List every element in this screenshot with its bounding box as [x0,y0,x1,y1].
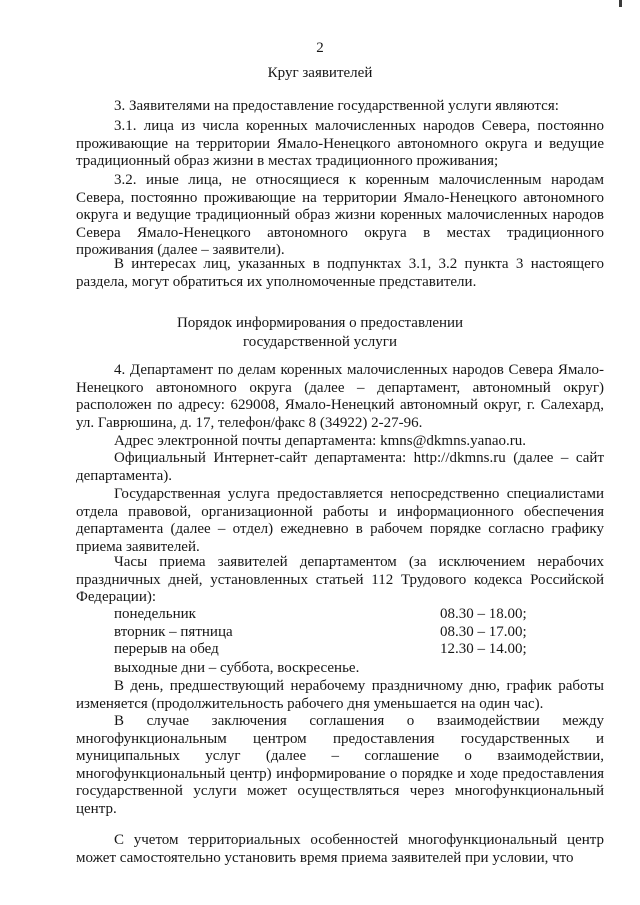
section-heading-applicants: Круг заявителей [267,65,373,81]
schedule-time: 08.30 – 18.00; [440,606,527,622]
paragraph-email: Адрес электронной почты департамента: kmns@dkmns.yanao.ru. [114,433,526,449]
section-heading-informing [0,314,640,352]
schedule-row [114,624,604,642]
schedule-day: перерыв на обед [114,641,219,657]
paragraph-3: 3. Заявителями на предоставление государственной услуги являются: [114,98,559,114]
schedule-row [114,641,604,659]
section-heading-informing-line2: государственной услуги [243,334,397,350]
paragraph-mfc-agreement: В случае заключения соглашения о взаимодействии между многофункциональным центром предоставления государственных и муниципальных услуг (далее – соглашение о взаимодействии, многофункциональный центр) информирование о порядке и ходе предоставления государственной услуги может осуществляться через многофункциональный центр. [76,713,604,817]
paragraph-pre-holiday: В день, предшествующий нерабочему праздничному дню, график работы изменяется (продолжительность рабочего дня уменьшается на один час). [76,678,604,712]
schedule-row [114,606,604,624]
schedule-weekend: выходные дни – суббота, воскресенье. [114,660,360,676]
paragraph-3-2: 3.2. иные лица, не относящиеся к коренным малочисленным народам Севера, постоянно проживающие на территории Ямало-Ненецкого автономного округа и ведущие традиционный образ жизни коренных малочисленных народов Севера Ямало-Ненецкого автономного округа в местах традиционного проживания (далее – заявители). [76,172,604,258]
paragraph-website: Официальный Интернет-сайт департамента: http://dkmns.ru (далее – сайт департамента). [76,450,604,484]
page-number: 2 [316,40,324,56]
schedule-day: понедельник [114,606,196,622]
paragraph-3-1: 3.1. лица из числа коренных малочисленных народов Севера, постоянно проживающие на территории Ямало-Ненецкого автономного округа и ведущие традиционный образ жизни в местах традиционного проживания; [76,118,604,169]
paragraph-reception-hours: Часы приема заявителей департаментом (за исключением нерабочих праздничных дней, установленных статьей 112 Трудового кодекса Российской Федерации): [76,554,604,605]
schedule-table [114,606,604,659]
section-heading-informing-line1: Порядок информирования о предоставлении [176,315,464,331]
paragraph-mfc-hours: С учетом территориальных особенностей многофункциональный центр может самостоятельно установить время приема заявителей при условии, что [76,832,604,866]
paragraph-representatives: В интересах лиц, указанных в подпунктах 3.1, 3.2 пункта 3 настоящего раздела, могут обратиться их уполномоченные представители. [76,256,604,290]
schedule-day: вторник – пятница [114,623,233,640]
schedule-time: 08.30 – 17.00; [440,623,527,640]
paragraph-service-provider: Государственная услуга предоставляется непосредственно специалистами отдела правовой, организационной работы и информационного обеспечения департамента (далее – отдел) ежедневно в рабочем порядке согласно графику приема заявителей. [76,486,604,555]
scan-mark [619,0,622,7]
paragraph-4-address: 4. Департамент по делам коренных малочисленных народов Севера Ямало-Ненецкого автономного округа (далее – департамент, автономный округ) расположен по адресу: 629008, Ямало-Ненецкий автономный округ, г. Салехард, ул. Гаврюшина, д. 17, телефон/факс 8 (34922) 2-27-96. [76,362,604,431]
schedule-time: 12.30 – 14.00; [440,641,527,657]
